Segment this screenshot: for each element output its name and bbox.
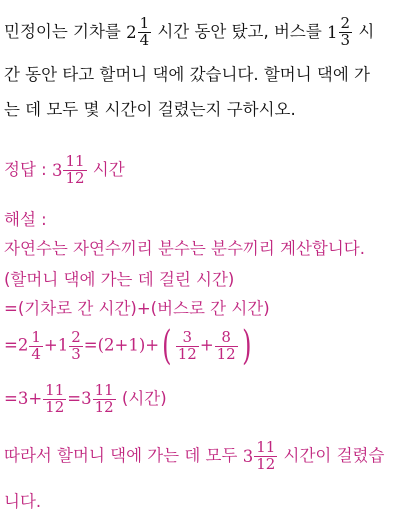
answer-whole: 3 bbox=[51, 160, 63, 180]
problem-text: 시간 동안 탔고, 버스를 bbox=[152, 21, 328, 41]
fraction: $\frac{1}{4}$ bbox=[31, 327, 41, 363]
fraction: $\frac{2}{3}$ bbox=[71, 327, 81, 363]
fraction: $\frac{1}{4}$ bbox=[139, 14, 150, 49]
conclusion-line-2: 니다. bbox=[4, 492, 42, 511]
answer-unit: 시간 bbox=[87, 159, 125, 179]
fraction: $\frac{11}{12}$ bbox=[94, 381, 114, 416]
fraction: $\frac{3}{12}$ bbox=[177, 327, 197, 363]
problem-line-2: 간 동안 타고 할머니 댁에 갔습니다. 할머니 댁에 가 bbox=[4, 65, 370, 84]
answer-line bbox=[4, 154, 125, 187]
solution-line-1: 자연수는 자연수끼리 분수는 분수끼리 계산합니다. bbox=[4, 239, 365, 258]
problem-text: 민정이는 기차를 bbox=[4, 21, 127, 41]
problem-line-3: 는 데 모두 몇 시간이 걸렸는지 구하시오. bbox=[4, 100, 296, 119]
solution-line-2: (할머니 댁에 가는 데 걸린 시간) bbox=[4, 270, 235, 289]
conclusion-line-1: 따라서 할머니 댁에 가는 데 모두 3 $\frac{11}{12}$ 시간이 걸렸습 bbox=[4, 438, 385, 473]
fraction: $\frac{8}{12}$ bbox=[216, 327, 236, 363]
problem-text: 시 bbox=[353, 21, 375, 41]
mixed-whole: 2 bbox=[126, 22, 137, 42]
fraction: $\frac{2}{3}$ bbox=[340, 14, 351, 49]
fraction: $\frac{11}{12}$ bbox=[256, 438, 276, 473]
problem-line-1 bbox=[4, 16, 374, 49]
fraction: $\frac{11}{12}$ bbox=[45, 381, 65, 416]
solution-line-3: =(기차로 간 시간)+(버스로 간 시간) bbox=[4, 299, 270, 318]
equation-line-1: =2 $\frac{1}{4}$ +1 $\frac{2}{3}$ =(2+1)+( $\frac{3}{12}$ + $\frac{8}{12}$ ) bbox=[4, 323, 252, 369]
equation-line-2: =3+ $\frac{11}{12}$ =3 $\frac{11}{12}$ (시간) bbox=[4, 381, 167, 416]
solution-label: 해설 : bbox=[4, 210, 47, 229]
answer-label: 정답 : bbox=[4, 159, 52, 179]
answer-fraction: $\frac{11}{12}$ bbox=[65, 152, 85, 187]
mixed-whole: 1 bbox=[327, 22, 338, 42]
